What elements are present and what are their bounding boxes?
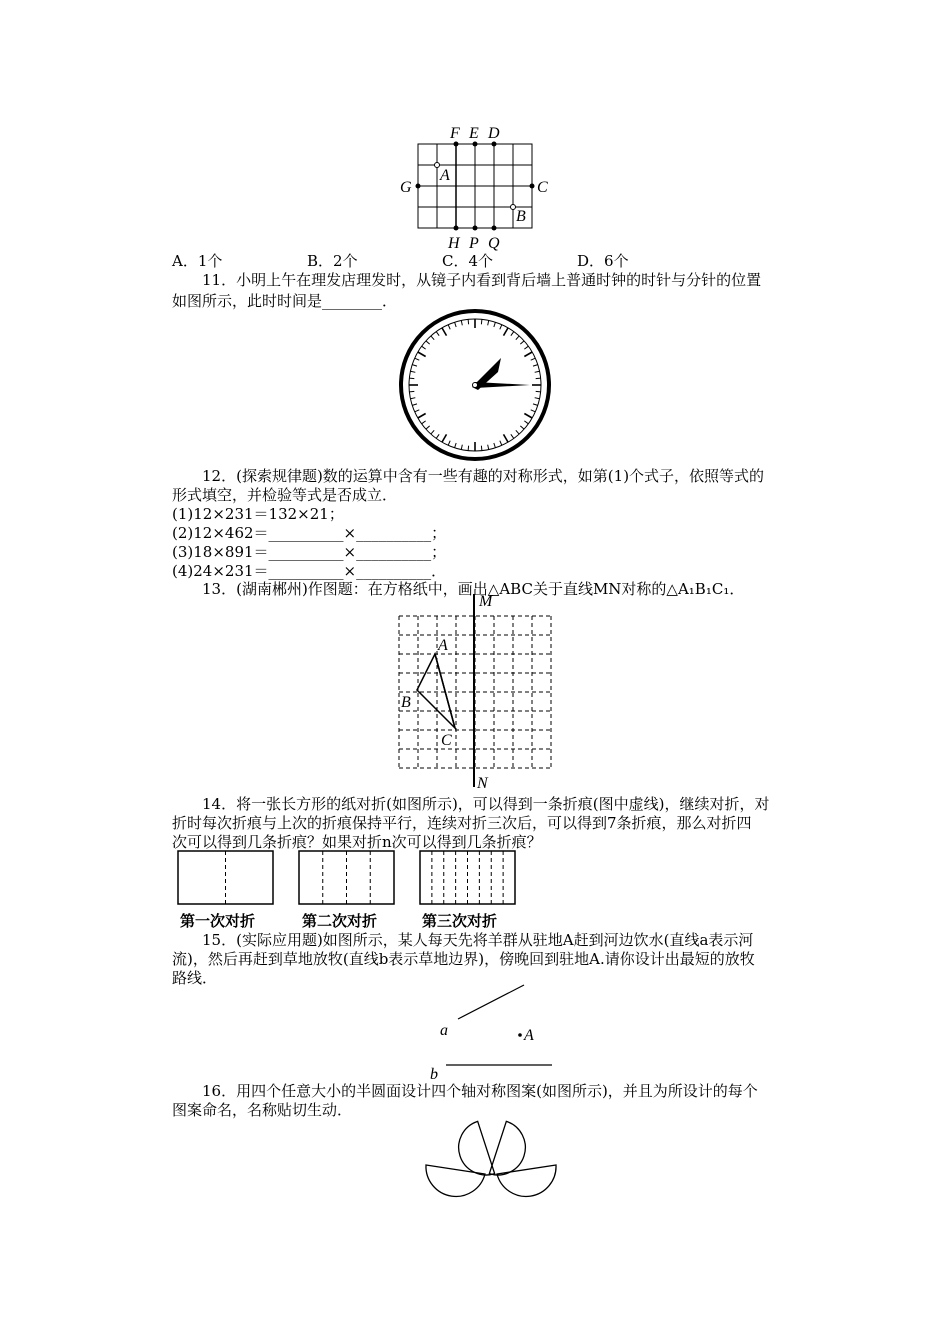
q14-line1: 14．将一张长方形的纸对折(如图所示)，可以得到一条折痕(图中虚线)，继续对折，对 xyxy=(202,795,770,813)
label-H: H xyxy=(448,235,460,252)
label-A: A xyxy=(440,167,450,184)
q13-grid-figure xyxy=(395,592,555,792)
q16-line2: 图案命名，名称贴切生动． xyxy=(172,1101,353,1119)
q16-semicircle-figure xyxy=(420,1110,560,1210)
option-c: C．4个 xyxy=(442,252,494,270)
q12-eq1: (1)12×231＝132×21； xyxy=(172,505,344,523)
label-B: B xyxy=(516,208,526,225)
q16-line1: 16．用四个任意大小的半圆面设计四个轴对称图案(如图所示)，并且为所设计的每个 xyxy=(202,1082,758,1100)
label-A15: A xyxy=(524,1027,534,1044)
label-P: P xyxy=(469,235,479,252)
q14-line2: 折时每次折痕与上次的折痕保持平行，连续对折三次后，可以得到7条折痕，那么对折四 xyxy=(172,814,752,832)
label-G: G xyxy=(400,179,412,196)
q14-fold-figure xyxy=(177,850,522,908)
label-b: b xyxy=(430,1066,438,1083)
q15-river-figure xyxy=(430,980,570,1083)
label-C: C xyxy=(537,179,548,196)
clock-figure xyxy=(398,310,553,460)
option-b: B．2个 xyxy=(307,252,358,270)
q12-eq3: (3)18×891＝__________×__________； xyxy=(172,543,447,561)
label-B13: B xyxy=(401,694,411,711)
caption-fold1: 第一次对折 xyxy=(180,912,256,930)
label-E: E xyxy=(469,125,479,142)
q10-options xyxy=(172,250,629,271)
q15-line1: 15．(实际应用题)如图所示，某人每天先将羊群从驻地A赶到河边饮水(直线a表示河 xyxy=(202,931,754,949)
option-d: D．6个 xyxy=(577,252,629,270)
q14-line3: 次可以得到几条折痕？如果对折n次可以得到几条折痕？ xyxy=(172,833,542,851)
label-N: N xyxy=(477,775,488,792)
q12-eq4: (4)24×231＝__________×__________． xyxy=(172,562,447,580)
q12-eq2: (2)12×462＝__________×__________； xyxy=(172,524,447,542)
q11-line1: 11．小明上午在理发店理发时，从镜子内看到背后墙上普通时钟的时针与分针的位置 xyxy=(202,271,762,289)
q12-line2: 形式填空，并检验等式是否成立． xyxy=(172,486,398,504)
q12-line1: 12．(探索规律题)数的运算中含有一些有趣的对称形式，如第(1)个式子，依照等式的 xyxy=(202,467,765,485)
label-F: F xyxy=(450,125,460,142)
label-Q: Q xyxy=(488,235,500,252)
label-a: a xyxy=(440,1022,448,1039)
q15-line2: 流)，然后再赶到草地放牧(直线b表示草地边界)，傍晚回到驻地A.请你设计出最短的放牧 xyxy=(172,950,755,968)
q13-line1: 13．(湖南郴州)作图题：在方格纸中，画出△ABC关于直线MN对称的△A₁B₁C₁． xyxy=(202,580,745,598)
label-A13: A xyxy=(438,637,448,654)
label-C13: C xyxy=(441,732,452,749)
label-M: M xyxy=(479,593,493,610)
caption-fold3: 第三次对折 xyxy=(422,912,498,930)
q11-line2: 如图所示，此时时间是________． xyxy=(172,292,398,310)
option-a: A．1个 xyxy=(172,252,223,270)
label-D: D xyxy=(488,125,500,142)
caption-fold2: 第二次对折 xyxy=(302,912,378,930)
q10-grid-figure xyxy=(400,120,560,255)
q15-line3: 路线． xyxy=(172,969,218,987)
